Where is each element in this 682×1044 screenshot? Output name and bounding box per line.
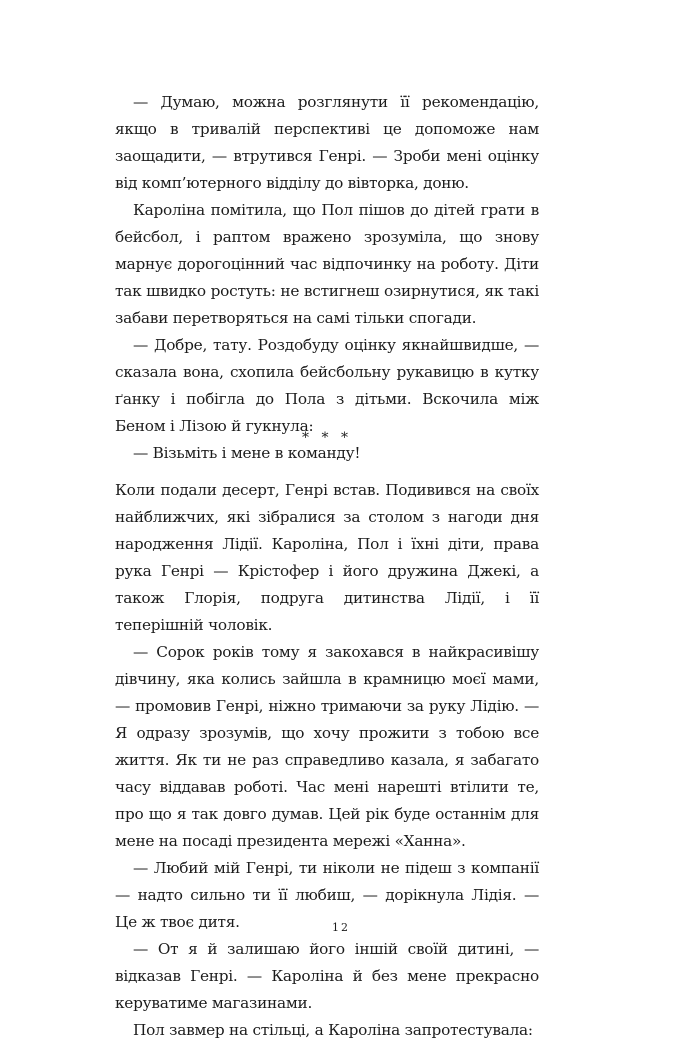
- paragraph: — От я й залишаю його іншій своїй дитині, — відказав Генрі. — Кароліна й без мене прекрасно керуватиме магазинами.: [115, 940, 539, 1012]
- paragraph: — Сорок років тому я закохався в найкрасивішу дівчину, яка колись зайшла в крамницю моєї мами, — промовив Генрі, ніжно тримаючи за руку Лідію. — Я одразу зрозумів, що хочу прожити з тобою все життя. Як ти не раз справедливо казала, я забагато часу віддавав роботі. Час мені нарешті втілити те, про що я так довго думав. Цей рік буде останнім для мене на посаді президента мережі «Ханна».: [115, 643, 539, 850]
- text-section-2: [115, 477, 539, 1044]
- paragraph: — Візьміть і мене в команду!: [133, 444, 361, 462]
- page-number: 12: [332, 921, 350, 934]
- paragraph: — Любий мій Генрі, ти ніколи не підеш з компанії — надто сильно ти її любиш, — дорікнула Лідія. — Це ж твоє дитя.: [115, 859, 539, 931]
- section-separator: * * *: [302, 430, 352, 446]
- paragraph: Кароліна помітила, що Пол пішов до дітей грати в бейсбол, і раптом вражено зрозуміла, що знову марнує дорогоцінний час відпочинку на роботу. Діти так швидко ростуть: не встигнеш озирнутися, як такі забави перетворяться на самі тільки спогади.: [115, 201, 539, 327]
- paragraph: — Добре, тату. Роздобуду оцінку якнайшвидше, — сказала вона, схопила бейсбольну рукавицю в кутку ґанку і побігла до Пола з дітьми. Вскочила між Беном і Лізою й гукнула:: [115, 336, 539, 435]
- paragraph: — Думаю, можна розглянути її рекомендацію, якщо в тривалій перспективі це допоможе нам заощадити, — втрутився Генрі. — Зроби мені оцінку від комп’ютерного відділу до вівторка, доню.: [115, 93, 539, 192]
- paragraph: Коли подали десерт, Генрі встав. Подивився на своїх найближчих, які зібралися за столом з нагоди дня народження Лідії. Кароліна, Пол і їхні діти, права рука Генрі — Крістофер і його дружина Джекі, а також Глорія, подруга дитинства Лідії, і її теперішній чоловік.: [115, 481, 539, 634]
- text-section-1: [115, 89, 539, 467]
- paragraph: Пол завмер на стільці, а Кароліна запротестувала:: [133, 1021, 533, 1039]
